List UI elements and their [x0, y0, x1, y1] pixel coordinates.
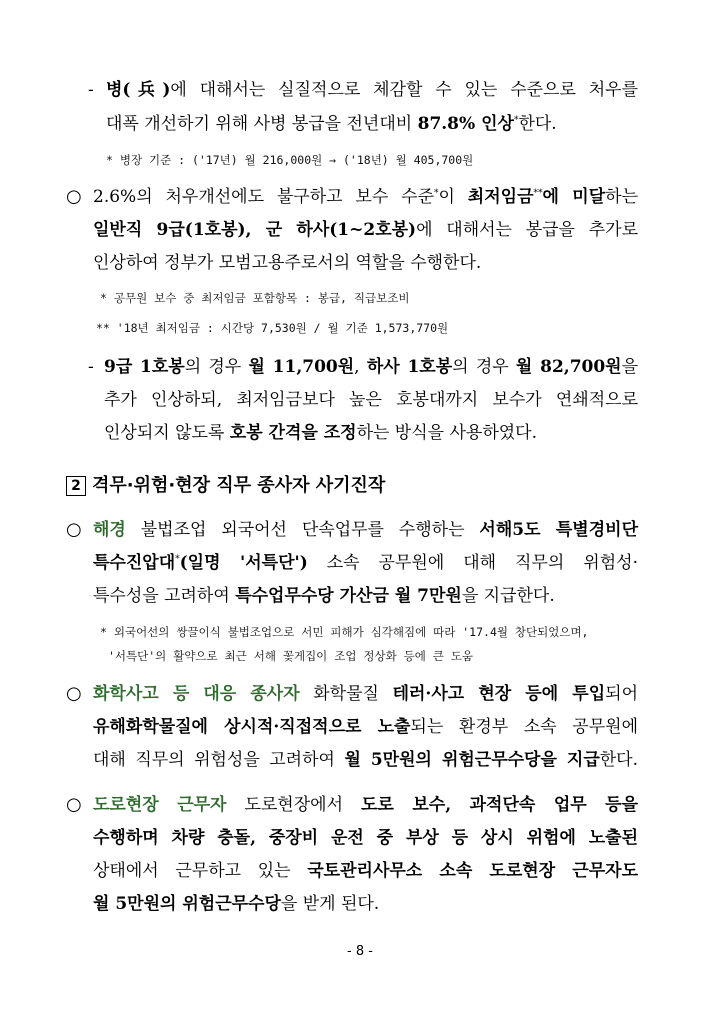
p4-line-3: 특수성을 고려하여 특수업무수당 가산금 월 7만원을 지급한다.: [93, 586, 555, 606]
p3-line-3: 인상되지 않도록 호봉 간격을 조정하는 방식을 사용하였다.: [104, 423, 537, 443]
p1-footnote: * 병장 기준 : ('17년) 월 216,000원 → ('18년) 월 405,700원: [106, 153, 474, 167]
section-number-box: 2: [66, 476, 86, 496]
p5-line-3: 대해 직무의 위험성을 고려하여 월 5만원의 위험근무수당을 지급한다.: [93, 750, 638, 770]
p2-footnote-2: ** '18년 최저임금 : 시간당 7,530원 / 월 기준 1,573,770원: [96, 321, 449, 335]
p2-line-3: 인상하여 정부가 모범고용주로서의 역할을 수행한다.: [93, 253, 482, 273]
p4-line-2: 특수진압대*(일명 '서특단') 소속 공무원에 대해 직무의 위험성·: [93, 553, 638, 573]
section-heading: 2 격무·위험·현장 직무 종사자 사기진작: [66, 474, 385, 498]
p6-line-1: 도로현장 근무자 도로현장에서 도로 보수, 과적단속 업무 등을: [93, 795, 639, 815]
dash-bullet: -: [88, 357, 94, 377]
p6-line-2: 수행하며 차량 충돌, 중장비 운전 중 부상 등 상시 위험에 노출된: [93, 828, 638, 848]
p3-line-1: 9급 1호봉의 경우 월 11,700원, 하사 1호봉의 경우 월 82,700원을: [104, 357, 639, 377]
p6-line-4: 월 5만원의 위험근무수당을 받게 된다.: [93, 894, 380, 914]
p5-line-1: 화학사고 등 대응 종사자 화학물질 테러·사고 현장 등에 투입되어: [93, 684, 638, 704]
circle-bullet-icon: ○: [66, 186, 82, 207]
p4-footnote-2: '서특단'의 활약으로 최근 서해 꽃게집이 조업 정상화 등에 큰 도움: [108, 649, 473, 663]
circle-bullet-icon: ○: [66, 794, 82, 815]
p2-line-1: 2.6%의 처우개선에도 불구하고 보수 수준*이 최저임금**에 미달하는: [93, 187, 639, 207]
page-number: - 8 -: [347, 944, 373, 959]
circle-bullet-icon: ○: [66, 519, 82, 540]
circle-bullet-icon: ○: [66, 683, 82, 704]
p1-line-1: 병(兵)에 대해서는 실질적으로 체감할 수 있는 수준으로 처우를: [106, 80, 638, 100]
p3-line-2: 추가 인상하되, 최저임금보다 높은 호봉대까지 보수가 연쇄적으로: [104, 390, 638, 410]
p1-line-2: 대폭 개선하기 위해 사병 봉급을 전년대비 87.8% 인상*한다.: [106, 114, 557, 134]
p5-line-2: 유해화학물질에 상시적·직접적으로 노출되는 환경부 소속 공무원에: [93, 717, 638, 737]
dash-bullet: -: [88, 80, 94, 100]
p2-footnote-1: * 공무원 보수 중 최저임금 포함항목 : 봉급, 직급보조비: [100, 291, 410, 305]
p6-line-3: 상태에서 근무하고 있는 국토관리사무소 소속 도로현장 근무자도: [93, 861, 638, 881]
p4-line-1: 해경 불법조업 외국어선 단속업무를 수행하는 서해5도 특별경비단: [93, 520, 638, 540]
p4-footnote-1: * 외국어선의 쌍끌이식 불법조업으로 서민 피해가 심각해짐에 따라 '17.4월 창단되었으며,: [100, 625, 589, 639]
p2-line-2: 일반직 9급(1호봉), 군 하사(1~2호봉)에 대해서는 봉급을 추가로: [93, 220, 638, 240]
